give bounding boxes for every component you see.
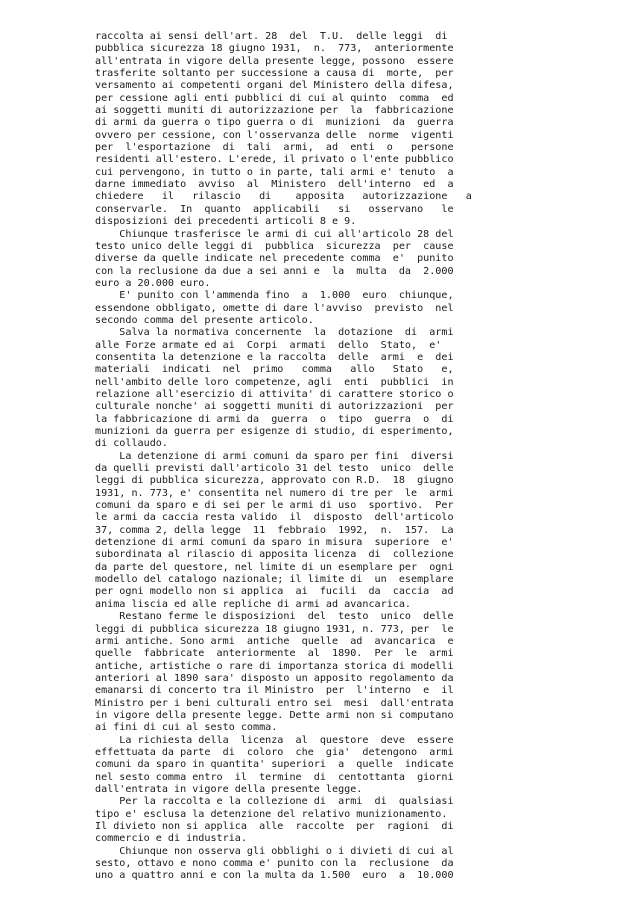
text-line: Chiunque trasferisce le armi di cui all'articolo 28 del (95, 228, 454, 240)
text-line: per l'esportazione di tali armi, ad enti o persone (95, 142, 454, 154)
text-line: 1931, n. 773, e' consentita nel numero di tre per le armi (95, 487, 454, 499)
text-line: con la reclusione da due a sei anni e la multa da 2.000 (95, 265, 454, 277)
text-line: Restano ferme le disposizioni del testo unico delle (95, 611, 454, 623)
text-line: La detenzione di armi comuni da sparo per fini diversi (95, 450, 454, 462)
text-line: in vigore della presente legge. Dette armi non si computano (95, 709, 454, 721)
text-line: diverse da quelle indicate nel precedente comma e' punito (95, 253, 454, 265)
document-page (95, 31, 472, 883)
text-line: disposizioni dei precedenti articoli 8 e 9. (95, 216, 357, 228)
text-line: tipo e' esclusa la detenzione del relativo munizionamento. (95, 808, 448, 820)
text-line: dall'entrata in vigore della presente legge. (95, 783, 363, 795)
text-line: trasferite soltanto per successione a causa di morte, per (95, 68, 454, 80)
text-line: residenti all'estero. L'erede, il privato o l'ente pubblico (95, 154, 454, 166)
text-line: Il divieto non si applica alle raccolte per ragioni di (95, 821, 454, 832)
text-line: nell'ambito delle loro competenze, agli enti pubblici in (95, 376, 454, 388)
text-line: anima liscia ed alle repliche di armi ad avancarica. (95, 598, 412, 610)
text-line: modello del catalogo nazionale; il limite di un esemplare (95, 574, 454, 586)
text-line: munizioni da guerra per esigenze di studio, di esperimento, (95, 426, 454, 437)
text-line: da quelli previsti dall'articolo 31 del testo unico delle (95, 463, 454, 475)
text-line: pubblica sicurezza 18 giugno 1931, n. 773, anteriormente (95, 43, 454, 55)
text-line: da parte del questore, nel limite di un esemplare per ogni (95, 561, 454, 573)
text-line: per cessione agli enti pubblici di cui al quinto comma ed (95, 92, 454, 104)
text-line: nel sesto comma entro il termine di centottanta giorni (95, 771, 454, 783)
text-line: ai fini di cui al sesto comma. (95, 722, 278, 734)
text-line: sesto, ottavo e nono comma e' punito con la reclusione da (95, 858, 454, 870)
text-line: relazione all'esercizio di attivita' di carattere storico o (95, 388, 454, 400)
text-line: comuni da sparo e di sei per le armi di uso sportivo. Per (95, 500, 454, 512)
text-line: uno a quattro anni e con la multa da 1.500 euro a 10.000 (95, 870, 454, 882)
text-line: consentita la detenzione e la raccolta delle armi e dei (95, 351, 454, 363)
text-line: emanarsi di concerto tra il Ministro per l'interno e il (95, 685, 454, 697)
text-line: La richiesta della licenza al questore deve essere (95, 734, 454, 746)
text-line: darne immediato avviso al Ministero dell'interno ed a (95, 179, 454, 191)
text-line: testo unico delle leggi di pubblica sicurezza per cause (95, 240, 454, 252)
text-line: comuni da sparo in quantita' superiori a quelle indicate (95, 759, 454, 771)
text-line: leggi di pubblica sicurezza 18 giugno 1931, n. 773, per le (95, 623, 454, 635)
text-line: culturale nonche' ai soggetti muniti di autorizzazioni per (95, 401, 454, 413)
text-line: antiche, artistiche o rare di importanza storica di modelli (95, 660, 454, 672)
text-line: chiedere il rilascio di apposita autorizzazione a (95, 191, 472, 203)
text-line: E' punito con l'ammenda fino a 1.000 euro chiunque, (95, 290, 454, 302)
text-line: di collaudo. (95, 438, 168, 450)
text-line: alle Forze armate ed ai Corpi armati dello Stato, e' (95, 339, 442, 351)
text-line: essendone obbligato, omette di dare l'avviso previsto nel (95, 302, 454, 314)
text-line: cui pervengono, in tutto o in parte, tali armi e' tenuto a (95, 166, 454, 178)
text-line: Salva la normativa concernente la dotazione di armi (95, 327, 454, 339)
text-line: ai soggetti muniti di autorizzazione per la fabbricazione (95, 105, 454, 117)
text-line: anteriori al 1890 sara' disposto un apposito regolamento da (95, 672, 454, 684)
text-line: versamento ai competenti organi del Ministero della difesa, (95, 80, 454, 92)
text-line: effettuata da parte di coloro che gia' detengono armi (95, 746, 454, 758)
text-line: leggi di pubblica sicurezza, approvato con R.D. 18 giugno (95, 475, 454, 487)
text-line: subordinata al rilascio di apposita licenza di collezione (95, 549, 454, 561)
text-line: secondo comma del presente articolo. (95, 314, 314, 326)
text-line: euro a 20.000 euro. (95, 277, 211, 289)
text-line: materiali indicati nel primo comma allo Stato e, (95, 364, 454, 376)
text-line: le armi da caccia resta valido il disposto dell'articolo (95, 512, 454, 524)
text-line: ovvero per cessione, con l'osservanza delle norme vigenti (95, 129, 454, 141)
text-line: all'entrata in vigore della presente legge, possono essere (95, 55, 454, 67)
text-line: commercio e di industria. (95, 833, 247, 845)
text-line: detenzione di armi comuni da sparo in misura superiore e' (95, 537, 454, 549)
text-line: raccolta ai sensi dell'art. 28 del T.U. delle leggi di (95, 31, 448, 42)
text-line: per ogni modello non si applica ai fucili da caccia ad (95, 586, 454, 598)
text-line: la fabbricazione di armi da guerra o tipo guerra o di (95, 413, 454, 425)
text-line: Chiunque non osserva gli obblighi o i divieti di cui al (95, 845, 454, 857)
text-line: 37, comma 2, della legge 11 febbraio 1992, n. 157. La (95, 524, 454, 536)
text-line: conservarle. In quanto applicabili si osservano le (95, 203, 454, 215)
text-line: Per la raccolta e la collezione di armi di qualsiasi (95, 796, 454, 808)
text-line: di armi da guerra o tipo guerra o di munizioni da guerra (95, 117, 454, 129)
text-line: quelle fabbricate anteriormente al 1890. Per le armi (95, 648, 454, 660)
text-line: armi antiche. Sono armi antiche quelle ad avancarica e (95, 635, 454, 647)
text-line: Ministro per i beni culturali entro sei mesi dall'entrata (95, 697, 454, 709)
